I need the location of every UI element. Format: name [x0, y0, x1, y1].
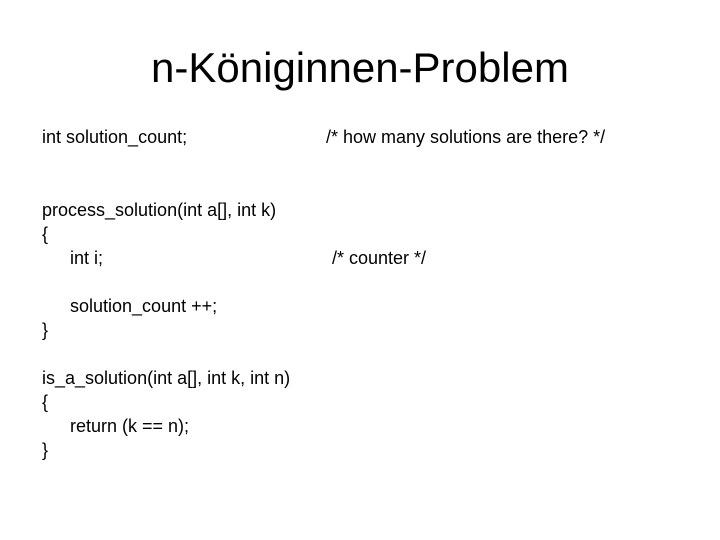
slide-title: n-Königinnen-Problem: [151, 44, 569, 91]
code-line-close-brace-2: }: [42, 440, 49, 460]
code-line-is-a-solution-signature: is_a_solution(int a[], int k, int n): [42, 368, 291, 388]
code-line-open-brace-2: {: [42, 392, 49, 412]
code-line-increment: solution_count ++;: [70, 296, 218, 316]
code-line-close-brace: }: [42, 320, 49, 340]
code-line-return: return (k == n);: [70, 416, 190, 436]
code-line-open-brace: {: [42, 224, 49, 244]
code-comment-how-many: /* how many solutions are there? */: [326, 127, 606, 147]
code-comment-counter: /* counter */: [332, 248, 427, 268]
code-line-declare-counter: int i;: [70, 248, 104, 268]
code-line-process-solution-signature: process_solution(int a[], int k): [42, 200, 277, 220]
code-line-global-declaration: int solution_count;: [42, 127, 188, 147]
